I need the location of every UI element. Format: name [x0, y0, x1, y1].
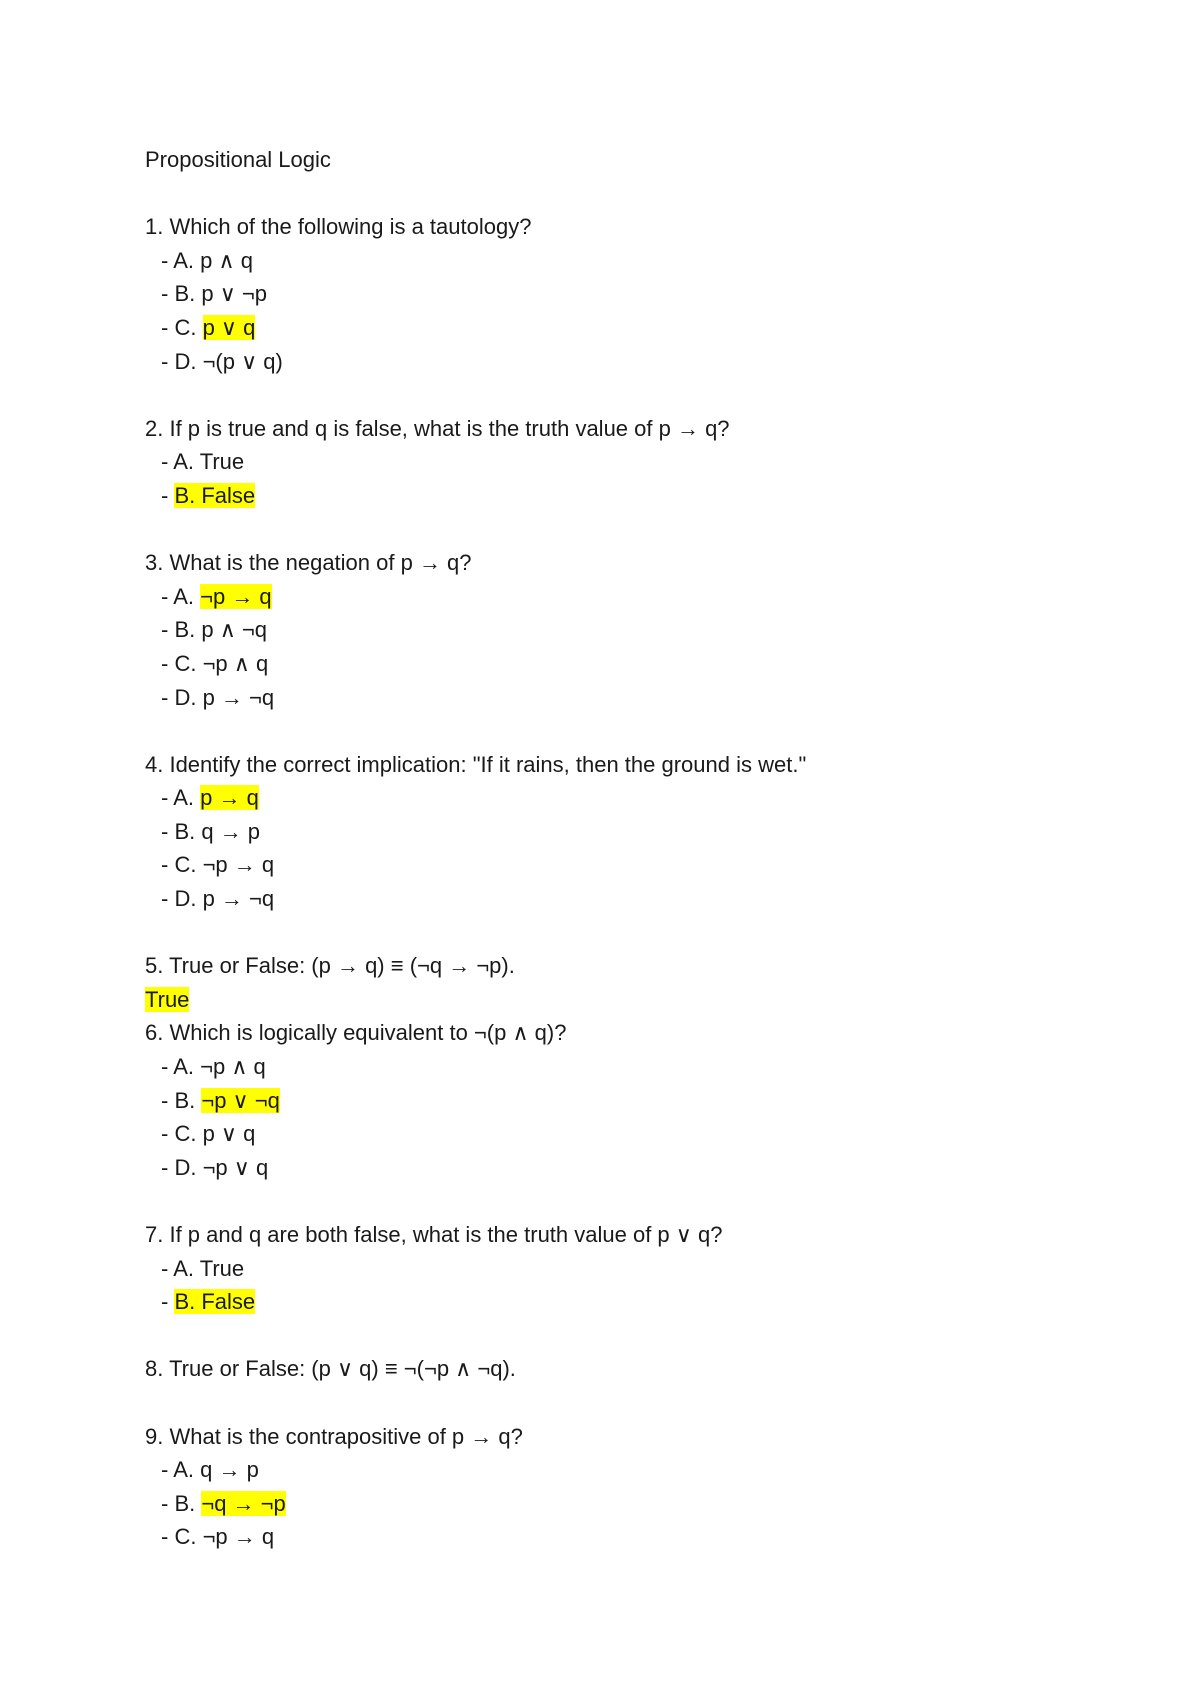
option-prefix: - C. — [161, 1121, 203, 1147]
option-prefix: - A. — [161, 1054, 201, 1080]
option-prefix: - C. — [161, 1524, 203, 1550]
answer-option — [145, 1252, 1135, 1286]
option-text: q → p — [201, 818, 261, 844]
option-prefix: - A. — [161, 449, 200, 475]
option-prefix: - D. — [161, 348, 203, 374]
option-text: ¬p ∧ q — [200, 1054, 266, 1080]
highlighted-answer: ¬q → ¬p — [201, 1490, 286, 1516]
spacer — [145, 513, 1135, 547]
option-prefix: - A. — [161, 583, 201, 609]
spacer — [145, 378, 1135, 412]
highlighted-answer: ¬p ∨ ¬q — [201, 1087, 280, 1113]
question-text: 5. True or False: (p → q) ≡ (¬q → ¬p). — [145, 953, 515, 979]
question-list — [145, 210, 1135, 1554]
option-prefix: - B. — [161, 281, 202, 307]
spacer — [145, 1184, 1135, 1218]
question-text: 1. Which of the following is a tautology? — [145, 214, 532, 240]
question-text: 2. If p is true and q is false, what is the truth value of p → q? — [145, 415, 730, 441]
document-page — [145, 143, 1135, 1554]
answer-option — [145, 311, 1135, 345]
answer-option — [145, 848, 1135, 882]
highlighted-answer: p → q — [200, 785, 259, 811]
answer-option — [145, 1285, 1135, 1319]
question-text: 7. If p and q are both false, what is the truth value of p ∨ q? — [145, 1222, 723, 1247]
answer-option — [145, 580, 1135, 614]
option-prefix: - A. — [161, 247, 201, 273]
option-text: ¬p ∧ q — [202, 650, 269, 676]
spacer — [145, 1319, 1135, 1353]
option-prefix: - A. — [161, 1255, 200, 1281]
answer-option — [145, 244, 1135, 278]
answer-option — [145, 613, 1135, 647]
option-prefix: - B. — [161, 818, 202, 844]
document-title: Propositional Logic — [145, 147, 331, 172]
answer-option — [145, 1520, 1135, 1554]
option-text: p ∨ q — [202, 1121, 256, 1147]
question-text: 3. What is the negation of p → q? — [145, 550, 472, 576]
option-text: p ∧ q — [200, 247, 253, 273]
highlighted-answer: True — [145, 986, 190, 1012]
option-prefix: - A. — [161, 1457, 201, 1483]
question-text: 9. What is the contrapositive of p → q? — [145, 1423, 523, 1449]
option-prefix: - C. — [161, 650, 203, 676]
spacer — [145, 714, 1135, 748]
answer-option — [145, 815, 1135, 849]
option-prefix: - B. — [161, 617, 202, 643]
answer-option — [145, 1117, 1135, 1151]
answer-option — [145, 345, 1135, 379]
option-prefix: - A. — [161, 785, 201, 811]
option-prefix: - D. — [161, 1154, 203, 1180]
highlighted-answer: B. False — [174, 1289, 256, 1315]
option-prefix: - D. — [161, 886, 203, 912]
option-text: p ∧ ¬q — [201, 617, 267, 643]
option-text: ¬p → q — [202, 852, 275, 878]
option-text: p → ¬q — [202, 684, 275, 710]
spacer — [145, 177, 1135, 211]
answer-option — [145, 277, 1135, 311]
answer-option — [145, 1084, 1135, 1118]
option-prefix: - — [161, 482, 175, 508]
answer-option — [145, 1151, 1135, 1185]
option-text: q → p — [200, 1457, 259, 1483]
highlighted-answer: p ∨ q — [202, 314, 256, 340]
option-text: True — [199, 1255, 245, 1281]
highlighted-answer: B. False — [174, 482, 256, 508]
answer-option — [145, 1453, 1135, 1487]
highlighted-answer: ¬p → q — [200, 583, 272, 609]
option-prefix: - C. — [161, 314, 203, 340]
option-prefix: - C. — [161, 852, 203, 878]
option-text: ¬p ∨ q — [202, 1154, 269, 1180]
question-text: 4. Identify the correct implication: "If it rains, then the ground is wet." — [145, 751, 807, 777]
option-prefix: - D. — [161, 684, 203, 710]
answer-option — [145, 1050, 1135, 1084]
answer-option — [145, 445, 1135, 479]
spacer — [145, 1386, 1135, 1420]
option-text: True — [199, 449, 245, 475]
answer-option — [145, 882, 1135, 916]
answer-option — [145, 1487, 1135, 1521]
option-prefix: - B. — [161, 1490, 202, 1516]
option-prefix: - — [161, 1289, 175, 1315]
question-text: 6. Which is logically equivalent to ¬(p ∧ q)? — [145, 1020, 567, 1046]
answer-option — [145, 479, 1135, 513]
question-text: 8. True or False: (p ∨ q) ≡ ¬(¬p ∧ ¬q). — [145, 1356, 516, 1382]
answer-option — [145, 781, 1135, 815]
option-text: p → ¬q — [202, 886, 275, 912]
option-text: ¬p → q — [202, 1524, 275, 1550]
answer-line — [145, 983, 1135, 1017]
answer-option — [145, 647, 1135, 681]
spacer — [145, 916, 1135, 950]
answer-option — [145, 681, 1135, 715]
option-prefix: - B. — [161, 1087, 202, 1113]
option-text: p ∨ ¬p — [201, 281, 267, 307]
option-text: ¬(p ∨ q) — [202, 348, 283, 374]
